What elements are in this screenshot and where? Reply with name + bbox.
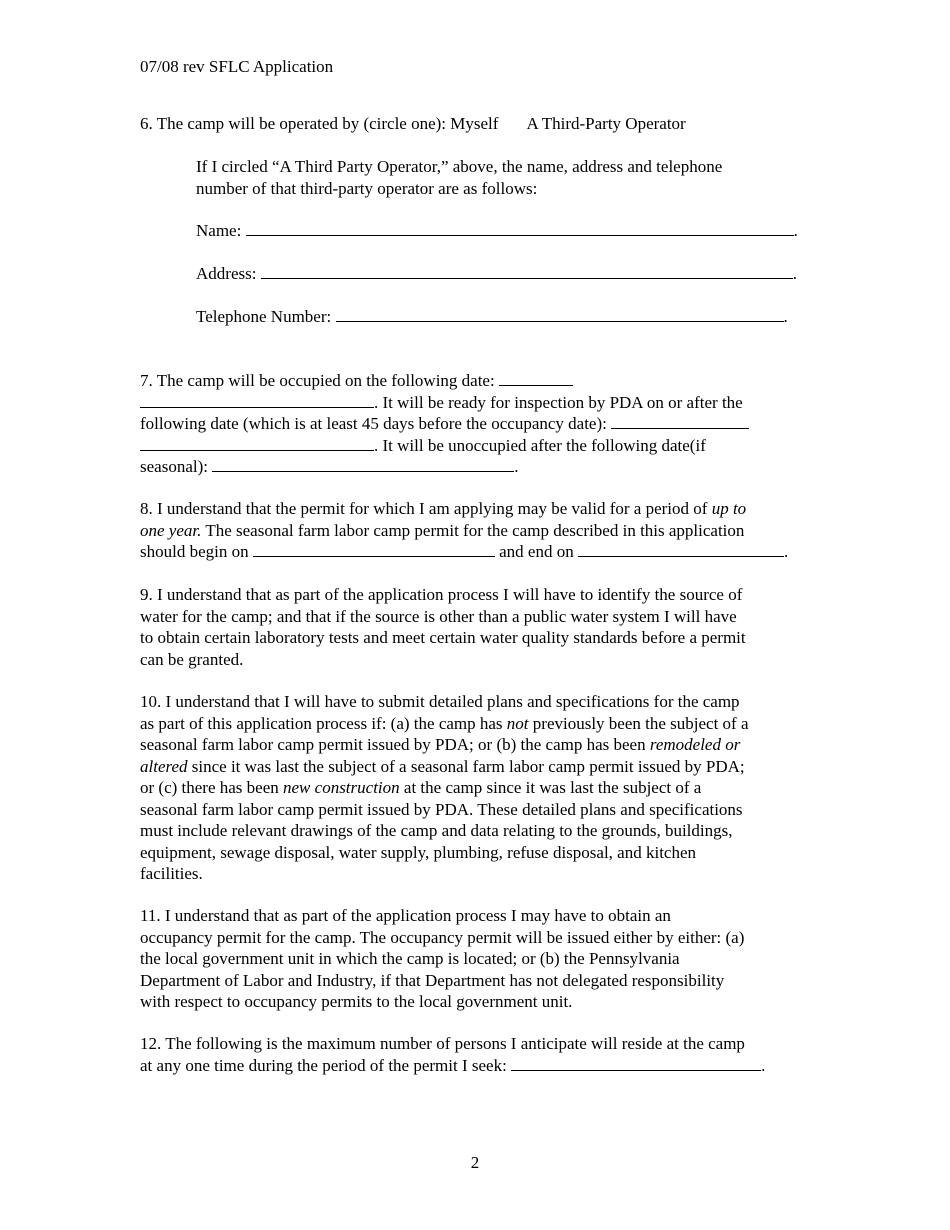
- name-field[interactable]: [246, 220, 794, 236]
- text-line: must include relevant drawings of the camp and data relating to the grounds, buildings,: [140, 821, 733, 840]
- item-9: [140, 584, 812, 670]
- italic-text: up to: [711, 499, 747, 518]
- item-8: [140, 498, 812, 563]
- end-dot: .: [793, 221, 798, 240]
- item-6-paragraph: [196, 156, 812, 199]
- text-line: 10. I understand that I will have to submit detailed plans and specifications for the camp: [140, 692, 740, 711]
- unoccupied-date-field[interactable]: [212, 456, 514, 472]
- phone-label: Telephone Number:: [196, 307, 332, 326]
- text-line: seasonal farm labor camp permit issued by PDA; or (b) the camp has been: [140, 735, 646, 754]
- max-persons-field[interactable]: [511, 1055, 761, 1071]
- text-line: since it was last the subject of a seasonal farm labor camp permit issued by PDA;: [191, 756, 745, 776]
- text-line: The seasonal farm labor camp permit for the camp described in this application: [201, 520, 745, 540]
- text-line: seasonal farm labor camp permit issued by PDA. These detailed plans and specifications: [140, 799, 743, 819]
- item-12: [140, 1033, 812, 1076]
- occupancy-date-field-cont[interactable]: [140, 392, 374, 408]
- text-line: with respect to occupancy permits to the local government unit.: [140, 992, 573, 1011]
- text-line: facilities.: [140, 864, 203, 883]
- operator-name-row: [196, 220, 812, 242]
- text-line: as part of this application process if: (a) the camp has: [140, 713, 503, 733]
- text-line: 8. I understand that the permit for which I am applying may be valid for a period of: [140, 499, 708, 518]
- operator-phone-row: [196, 306, 812, 328]
- permit-end-field[interactable]: [578, 541, 784, 557]
- text-line: the local government unit in which the camp is located; or (b) the Pennsylvania: [140, 949, 680, 968]
- text-line: equipment, sewage disposal, water supply, plumbing, refuse disposal, and kitchen: [140, 842, 697, 862]
- inspection-date-field-cont[interactable]: [140, 435, 374, 451]
- end-dot: .: [761, 1055, 766, 1075]
- address-field[interactable]: [261, 263, 793, 279]
- text-line: Department of Labor and Industry, if that Department has not delegated responsibility: [140, 970, 725, 990]
- text-line: to obtain certain laboratory tests and meet certain water quality standards before a permit: [140, 628, 746, 647]
- text-line: previously been the subject of a: [532, 713, 749, 733]
- name-label: Name:: [196, 221, 242, 240]
- end-dot: .: [514, 457, 519, 476]
- text-line: following date (which is at least 45 days before the occupancy date):: [140, 414, 607, 433]
- text-line: 12. The following is the maximum number of persons I anticipate will reside at the camp: [140, 1034, 745, 1053]
- text-line: at the camp since it was last the subject of a: [403, 778, 702, 797]
- permit-begin-field[interactable]: [253, 541, 495, 557]
- text-line: at any one time during the period of the permit I seek:: [140, 1055, 507, 1075]
- text-line: should begin on: [140, 542, 249, 561]
- text-line: and end on: [499, 542, 574, 561]
- italic-text: altered: [140, 756, 188, 776]
- item-11: [140, 905, 812, 1013]
- text-line: If I circled “A Third Party Operator,” above, the name, address and telephone: [196, 157, 723, 176]
- inspection-date-field[interactable]: [611, 413, 749, 429]
- end-dot: .: [792, 264, 797, 283]
- end-dot: .: [783, 542, 789, 561]
- item-6-question: [140, 113, 812, 135]
- document-header: 07/08 rev SFLC Application: [140, 57, 334, 76]
- text-line: 11. I understand that as part of the application process I may have to obtain an: [140, 906, 671, 925]
- text-line: 9. I understand that as part of the application process I will have to identify the source of: [140, 585, 743, 604]
- text-line: can be granted.: [140, 649, 244, 669]
- text-line: . It will be ready for inspection by PDA on or after the: [374, 392, 743, 412]
- text-line: or (c) there has been: [140, 778, 279, 797]
- item-6-prefix: 6. The camp will be operated by (circle one): Myself: [140, 114, 499, 133]
- page-number: 2: [470, 1153, 480, 1172]
- text-line: seasonal):: [140, 457, 208, 476]
- text-line: number of that third-party operator are as follows:: [196, 178, 538, 198]
- text-line: . It will be unoccupied after the following date(if: [374, 435, 706, 455]
- occupancy-date-field[interactable]: [499, 370, 573, 386]
- item-10: [140, 691, 812, 885]
- operator-address-row: [196, 263, 812, 285]
- end-dot: .: [783, 307, 788, 326]
- text-line: water for the camp; and that if the source is other than a public water system I will have: [140, 606, 737, 626]
- item-7: [140, 370, 812, 478]
- italic-text: not: [506, 713, 529, 733]
- italic-text: one year.: [140, 520, 202, 540]
- text-line: occupancy permit for the camp. The occupancy permit will be issued either by either: (a): [140, 927, 745, 947]
- option-third-party[interactable]: A Third-Party Operator: [526, 114, 686, 133]
- italic-text: new construction: [283, 778, 400, 797]
- text-line: 7. The camp will be occupied on the following date:: [140, 371, 495, 390]
- italic-text: remodeled or: [649, 735, 741, 754]
- address-label: Address:: [196, 264, 257, 283]
- phone-field[interactable]: [336, 306, 784, 322]
